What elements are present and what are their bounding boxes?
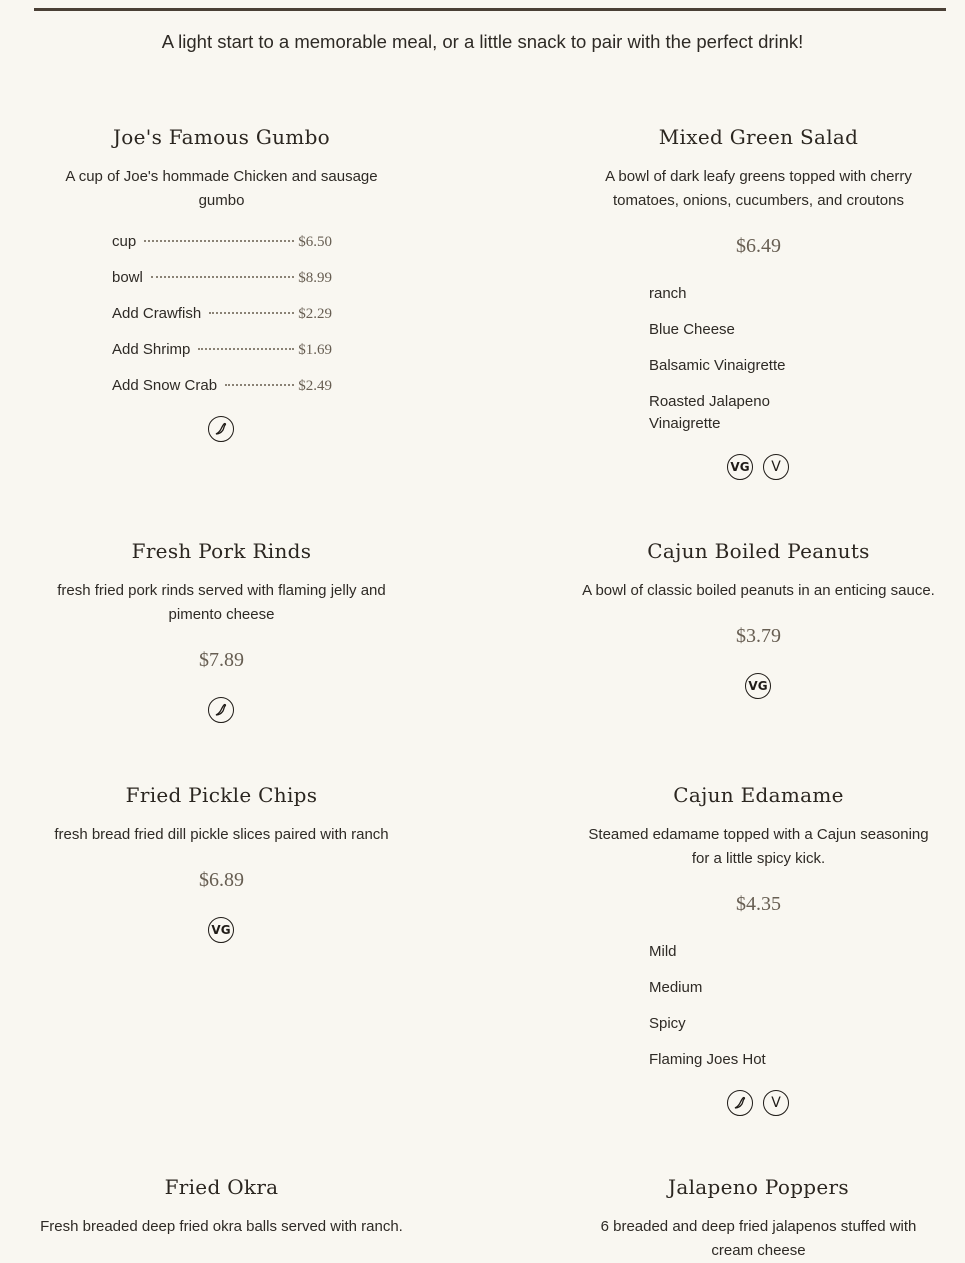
spicy-icon — [727, 1090, 753, 1116]
dressing-option: Balsamic Vinaigrette — [649, 357, 786, 374]
menu-item-jalapeno-poppers — [573, 1175, 944, 1259]
menu-item-gumbo — [34, 125, 409, 455]
item-price: $7.89 — [199, 649, 244, 671]
vegan-icon: VG — [208, 917, 234, 943]
spice-level-option: Flaming Joes Hot — [649, 1051, 766, 1068]
section-intro: A light start to a memorable meal, or a little snack to pair with the perfect drink! — [161, 31, 804, 52]
item-title: Jalapeno Poppers — [668, 1175, 849, 1199]
menu-item-fried-okra — [24, 1175, 419, 1250]
option-label: Add Crawfish — [112, 305, 202, 322]
item-description: fresh bread fried dill pickle slices paired with ranch — [54, 826, 389, 843]
item-description: A bowl of classic boiled peanuts in an enticing sauce. — [582, 582, 935, 599]
option-label: cup — [112, 233, 137, 250]
spice-level-option: Spicy — [649, 1015, 686, 1032]
leader-dots — [151, 276, 294, 278]
item-title: Joe's Famous Gumbo — [112, 125, 331, 149]
option-label: Add Shrimp — [112, 341, 191, 358]
item-description: Steamed edamame topped with a Cajun seasoning for a little spicy kick. — [588, 826, 929, 867]
option-price: $8.99 — [298, 270, 332, 286]
item-title: Mixed Green Salad — [658, 125, 859, 149]
price-option — [112, 305, 332, 325]
item-price: $4.35 — [736, 893, 781, 915]
price-option — [112, 377, 332, 397]
item-description: A bowl of dark leafy greens topped with cherry tomatoes, onions, cucumbers, and croutons — [605, 168, 912, 209]
leader-dots — [225, 384, 294, 386]
vegan-icon: VG — [727, 454, 753, 480]
item-description: fresh fried pork rinds served with flaming jelly and pimento cheese — [57, 582, 386, 623]
option-label: Add Snow Crab — [112, 377, 218, 394]
item-title: Fresh Pork Rinds — [131, 539, 312, 563]
item-title: Fried Pickle Chips — [125, 783, 318, 807]
item-title: Cajun Boiled Peanuts — [647, 539, 870, 563]
option-price: $1.69 — [298, 342, 332, 358]
item-title: Cajun Edamame — [673, 783, 844, 807]
option-label: bowl — [112, 269, 143, 286]
leader-dots — [198, 348, 294, 350]
item-price: $3.79 — [736, 625, 781, 647]
item-price: $6.49 — [736, 235, 781, 257]
item-price: $6.89 — [199, 869, 244, 891]
menu-item-pork-rinds — [34, 539, 409, 719]
dressing-option: Roasted Jalapeno Vinaigrette — [649, 393, 770, 432]
leader-dots — [209, 312, 294, 314]
price-option — [112, 269, 332, 289]
price-option — [112, 341, 332, 361]
option-price: $2.49 — [298, 378, 332, 394]
leader-dots — [144, 240, 294, 242]
spicy-icon — [208, 416, 234, 442]
spicy-icon — [208, 697, 234, 723]
vegan-icon: VG — [745, 673, 771, 699]
top-divider — [34, 8, 946, 11]
menu-item-edamame — [573, 783, 944, 933]
item-description: A cup of Joe's hommade Chicken and sausage gumbo — [65, 168, 378, 209]
vegetarian-icon: V — [763, 1090, 789, 1116]
spice-level-option: Medium — [649, 979, 703, 996]
option-price: $2.29 — [298, 306, 332, 322]
price-option — [112, 233, 332, 253]
dressing-option: ranch — [649, 285, 687, 302]
item-description: Fresh breaded deep fried okra balls served with ranch. — [40, 1218, 403, 1235]
dressing-option: Blue Cheese — [649, 321, 735, 338]
spice-level-option: Mild — [649, 943, 677, 960]
item-description: 6 breaded and deep fried jalapenos stuffed with cream cheese — [600, 1218, 917, 1259]
vegetarian-icon: V — [763, 454, 789, 480]
option-price: $6.50 — [298, 234, 332, 250]
item-title: Fried Okra — [164, 1175, 279, 1199]
